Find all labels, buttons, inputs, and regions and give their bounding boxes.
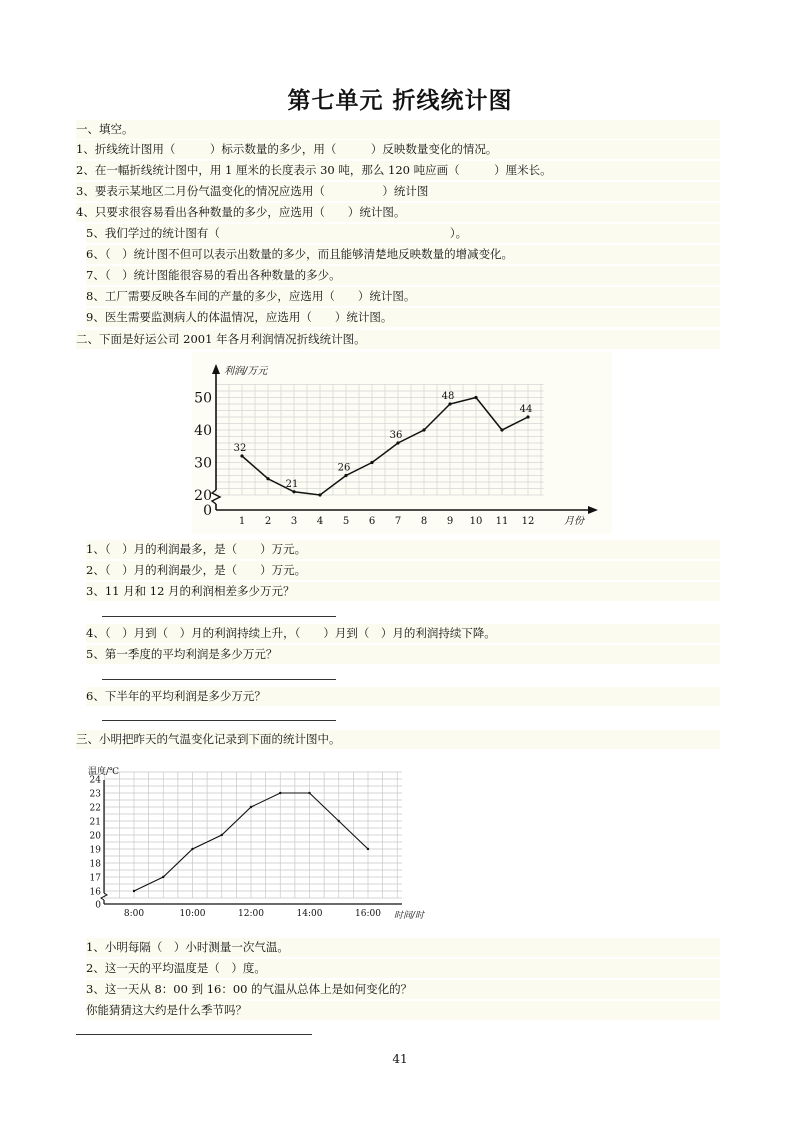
question-1-2: 2、在一幅折线统计图中，用 1 厘米的长度表示 30 吨，那么 120 吨应画（ ）厘米长。: [76, 161, 720, 180]
data-label: 48: [441, 391, 455, 402]
question-1-3: 3、要表示某地区二月份气温变化的情况应选用（ ）统计图: [76, 182, 720, 201]
x-tick-label: 8: [420, 516, 428, 527]
data-point: [526, 415, 529, 418]
y-tick-label: 16: [89, 887, 101, 898]
x-tick-label: 1: [238, 516, 246, 527]
data-point: [396, 441, 399, 444]
data-point: [318, 493, 321, 496]
data-point: [162, 876, 164, 878]
x-tick-label: 14:00: [296, 909, 323, 919]
y-tick-label: 23: [89, 789, 101, 800]
y-tick-label: 30: [194, 455, 212, 472]
y-tick-label: 21: [89, 817, 101, 828]
question-2-4: 4、（ ）月到（ ）月的利润持续上升，（ ）月到（ ）月的利润持续下降。: [86, 624, 720, 643]
page-title: 第七单元 折线统计图: [287, 88, 513, 114]
data-point: [250, 806, 252, 808]
x-tick-label: 12:00: [238, 909, 264, 919]
data-point: [474, 396, 477, 399]
question-1-7: 7、（ ）统计图能很容易的看出各种数量的多少。: [86, 266, 720, 285]
x-tick-label: 8:00: [123, 909, 145, 919]
section-1-heading: 一、填空。: [76, 120, 720, 139]
question-3-1: 1、小明每隔（ ）小时测量一次气温。: [86, 938, 720, 957]
y-tick-label: 0: [203, 503, 212, 519]
answer-line: [102, 720, 336, 721]
section-2-heading: 二、下面是好运公司 2001 年各月利润情况折线统计图。: [76, 330, 720, 349]
y-tick-label: 20: [194, 488, 212, 504]
x-tick-label: 10: [469, 516, 483, 527]
x-tick-label: 16:00: [355, 909, 381, 919]
y-tick-label: 50: [194, 390, 212, 407]
question-2-2: 2、（ ）月的利润最少，是（ ）万元。: [86, 561, 720, 580]
x-tick-label: 5: [342, 516, 350, 527]
question-3-3: 3、这一天从 8：00 到 16：00 的气温从总体上是如何变化的？: [86, 980, 720, 999]
data-point: [292, 490, 295, 493]
y-tick-label: 0: [95, 900, 101, 911]
y-tick-label: 18: [89, 859, 101, 870]
data-label: 21: [285, 478, 299, 490]
data-point: [500, 428, 503, 431]
data-point: [338, 820, 340, 822]
section-3-heading: 三、小明把昨天的气温变化记录到下面的统计图中。: [76, 730, 720, 749]
question-2-5: 5、第一季度的平均利润是多少万元？: [86, 645, 720, 664]
question-2-3: 3、11 月和 12 月的利润相差多少万元？: [86, 582, 720, 601]
x-tick-label: 11: [495, 516, 509, 527]
data-point: [367, 848, 369, 850]
axis-break: [101, 893, 107, 900]
x-tick-label: 7: [394, 516, 402, 527]
y-tick-label: 24: [89, 775, 101, 786]
data-label: 44: [519, 404, 533, 415]
y-tick-labels: [90, 776, 102, 911]
x-tick-label: 9: [446, 516, 454, 527]
question-1-4: 4、只要求很容易看出各种数量的多少，应选用（ ）统计图。: [76, 203, 720, 222]
question-1-1: 1、折线统计图用（ ）标示数量的多少，用（ ）反映数量变化的情况。: [76, 140, 720, 159]
question-1-8: 8、工厂需要反映各车间的产量的多少，应选用（ ）统计图。: [86, 287, 720, 306]
profit-line-chart: [192, 352, 612, 534]
x-tick-label: 3: [290, 516, 298, 527]
question-1-6: 6、（ ）统计图不但可以表示出数量的多少，而且能够清楚地反映数量的增减变化。: [86, 245, 720, 264]
data-label: 32: [233, 443, 247, 454]
data-point: [240, 454, 243, 457]
question-2-1: 1、（ ）月的利润最多，是（ ）万元。: [86, 540, 720, 559]
question-1-5: 5、我们学过的统计图有（ ）。: [86, 224, 720, 243]
x-tick-label: 12: [521, 516, 535, 527]
data-point: [370, 461, 373, 464]
data-point: [308, 792, 310, 794]
question-2-6: 6、下半年的平均利润是多少万元？: [86, 687, 720, 706]
x-tick-label: 2: [264, 516, 272, 527]
question-3-2: 2、这一天的平均温度是（ ）度。: [86, 959, 720, 978]
data-point: [221, 834, 223, 836]
data-label: 26: [337, 462, 351, 474]
x-tick-label: 4: [316, 516, 324, 527]
page-number: 41: [392, 1052, 408, 1066]
y-tick-label: 19: [89, 845, 101, 856]
question-3-4: 你能猜猜这大约是什么季节吗？: [86, 1001, 720, 1020]
answer-line: [76, 1034, 312, 1035]
y-axis-title: 温度/℃: [88, 767, 120, 777]
data-point: [279, 792, 281, 794]
y-tick-label: 17: [89, 873, 101, 884]
data-point: [191, 848, 193, 850]
x-axis-title: 时间/时: [394, 911, 425, 921]
x-tick-label: 10:00: [179, 909, 206, 919]
data-point: [448, 402, 451, 405]
x-tick-labels: [124, 909, 381, 919]
question-1-9: 9、医生需要监测病人的体温情况，应选用（ ）统计图。: [86, 308, 720, 327]
temperature-line-chart: [86, 760, 446, 922]
y-tick-label: 22: [89, 803, 101, 814]
x-axis-title: 月份: [564, 516, 584, 527]
answer-line: [102, 679, 336, 680]
y-tick-label: 20: [89, 831, 101, 842]
y-tick-label: 40: [194, 423, 212, 439]
answer-line: [102, 616, 336, 617]
data-point: [344, 474, 347, 477]
x-tick-label: 6: [368, 516, 376, 527]
data-point: [133, 890, 135, 892]
data-point: [422, 428, 425, 431]
data-label: 36: [389, 430, 403, 441]
y-axis-title: 利润/万元: [224, 366, 268, 377]
data-point: [266, 477, 269, 480]
chart-grid: [104, 772, 402, 898]
